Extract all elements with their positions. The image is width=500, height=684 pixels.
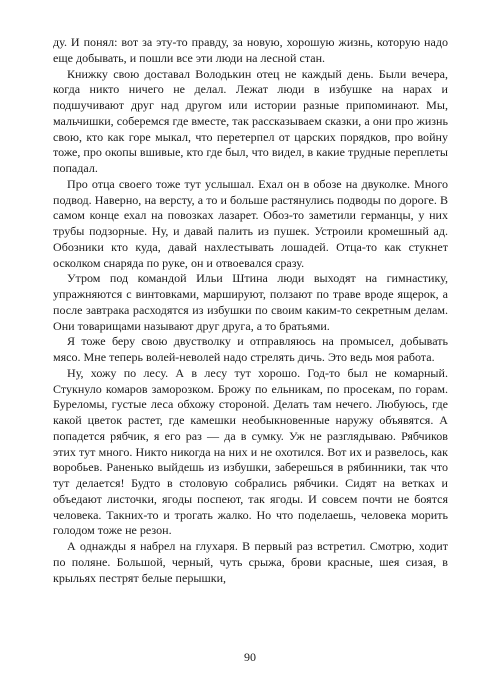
paragraph: Книжку свою доставал Володькин отец не каждый день. Были вечера, когда никто ничего не делал. Лежат люди в избушке на нарах и подшучивают друг над другом или истории разные припоминают. Мы, мальчишки, соберемся где вместе, так рассказываем сказки, а они про жизнь свою, кто как горе мыкал, что перетерпел от царских порядков, про войну тоже, про окопы вшивые, кто где был, что видел, в какие трудные переплеты попадал. — [53, 66, 448, 175]
paragraph: А однажды я набрел на глухаря. В первый раз встретил. Смотрю, ходит по поляне. Большой, черный, чуть срыжа, брови красные, шея сизая, в крыльях пестрят белые перышки, — [53, 539, 448, 585]
page-text-block — [53, 35, 448, 586]
paragraph: Ну, хожу по лесу. А в лесу тут хорошо. Год-то был не комарный. Стукнуло комаров заморозком. Брожу по ельникам, по просекам, по горам. Буреломы, густые леса обхожу стороной. Делать там нечего. Любуюсь, где какой цветок растет, где камешки необыкновенные наружу объявятся. А попадется рябчик, я его раз — да в сумку. Уж не разглядываю. Рябчиков этих тут много. Никто никогда на них и не охотился. Вот их и развелось, как воробьев. Раненько выйдешь из избушки, заберешься в рябинники, так что тут делается! Будто в столовую собрались рябчики. Сидят на ветках и объедают листочки, ягоды поспеют, так ягоды. И совсем почти не боятся человека. Такних-то и трогать жалко. Но что поделаешь, человека морить голодом тоже не резон. — [53, 365, 448, 538]
paragraph: Утром под командой Ильи Штина люди выходят на гимнастику, упражняются с винтовками, маршируют, ползают по траве вроде ящерок, а после завтрака расходятся из избушки по своим каким-то секретным делам. Они товарищами называют друг друга, а то братьями. — [53, 271, 448, 333]
page-number: 90 — [244, 650, 256, 664]
paragraph: Про отца своего тоже тут услышал. Ехал он в обозе на двуколке. Много подвод. Наверно, на версту, а то и больше растянулись подводы по дороге. В самом конце ехал на повозках лазарет. Обоз-то заметили германцы, у них трубы подзорные. Ну, и давай палить из пушек. Устроили кромешный ад. Обозники кто куда, давай нахлестывать лошадей. Отца-то как стукнет осколком снаряда по руке, он и отвоевался сразу. — [53, 176, 448, 270]
paragraph: ду. И понял: вот за эту-то правду, за новую, хорошую жизнь, которую надо еще добывать, и пошли все эти люди на лесной стан. — [53, 35, 448, 65]
paragraph: Я тоже беру свою двустволку и отправляюсь на промысел, добывать мясо. Мне теперь волей-неволей надо стрелять дичь. Это ведь моя работа. — [53, 334, 448, 364]
